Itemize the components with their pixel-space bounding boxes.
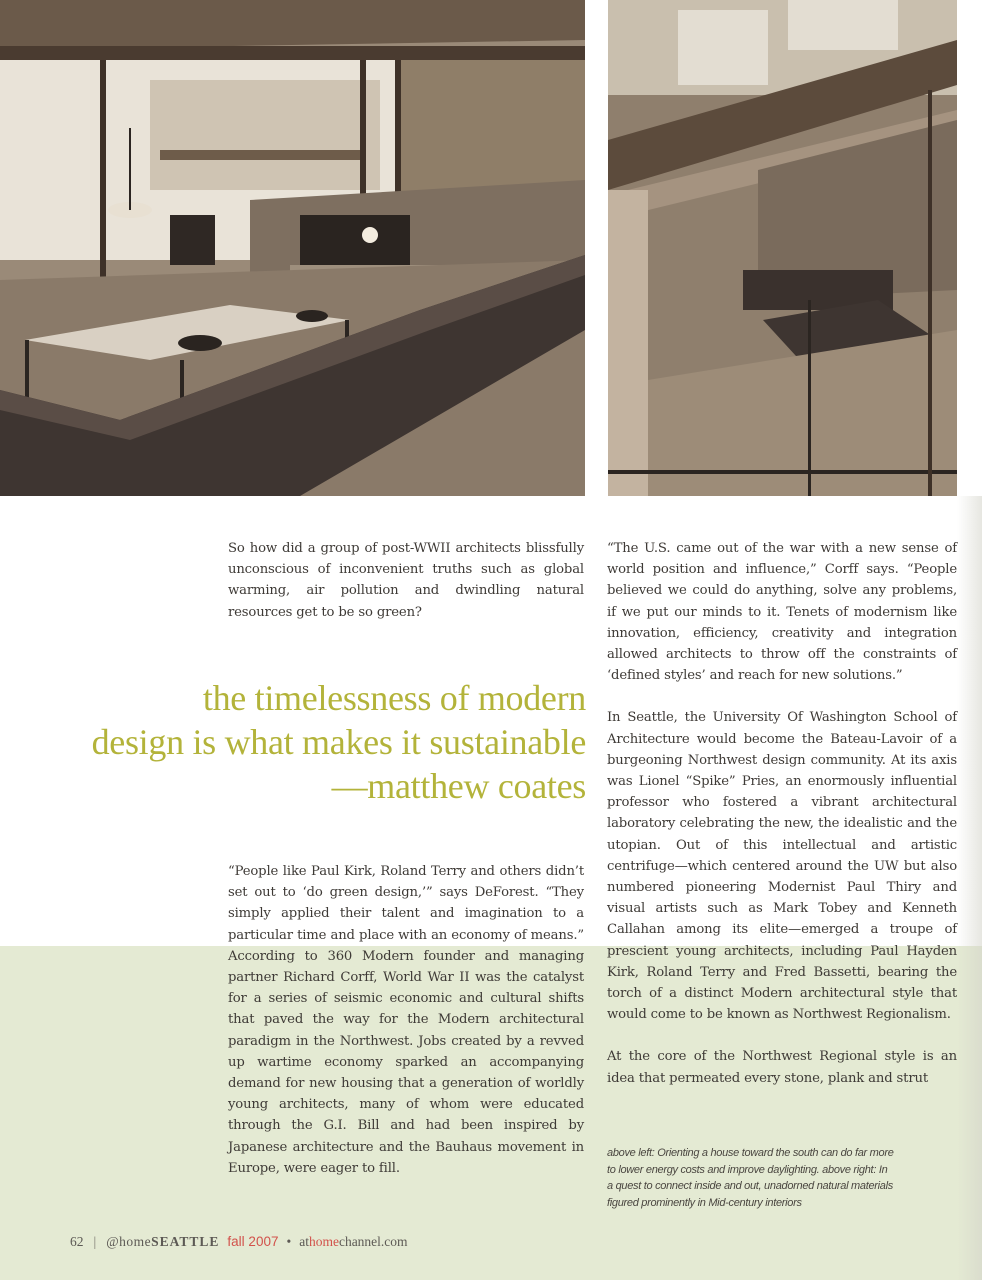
magazine-brand-prefix: @home [106,1234,152,1249]
website-suffix: channel.com [338,1234,408,1249]
pull-quote-attribution: —matthew coates [331,766,586,806]
right-paragraph-3: At the core of the Northwest Regional style is an idea that permeated every stone, plank and strut [607,1049,957,1086]
page-number: 62 [70,1234,84,1249]
photo-caption [607,1145,957,1211]
website-prefix: at [299,1234,309,1249]
right-paragraph-1: “The U.S. came out of the war with a new sense of world position and influence,” Corff says. “People believed we could do anything, solve any problems, if we put our minds to it. Tenets of modernism like innovation, efficiency, creativity and integration allowed architects to throw off the constraints of ‘defined styles’ and reach for new solutions.” [607,541,957,684]
intro-text: So how did a group of post-WWII architects blissfully unconscious of inconvenient truths such as global warming, air pollution and dwindling natural resources get to be so green? [228,541,584,620]
page-edge-shading [957,496,982,1280]
website-highlight: home [308,1234,339,1249]
caption-line-4: figured prominently in Mid-century interiors [607,1196,802,1209]
magazine-brand-name: SEATTLE [151,1234,220,1249]
body-left-paragraph: “People like Paul Kirk, Roland Terry and others didn’t set out to ‘do green design,’” says DeForest. “They simply applied their talent and imagination to a particular time and place with an economy of means.” According to 360 Modern founder and managing partner Richard Corff, World War II was the catalyst for a series of seismic economic and cultural shifts that paved the way for the Modern architectural paradigm in the Northwest. Jobs created by a revved up wartime economy sparked an accompanying demand for new housing that a generation of worldly young architects, many of whom were educated through the G.I. Bill and had been inspired by Japanese architecture and the Bauhaus movement in Europe, were eager to fill. [228,864,584,1176]
body-text-right [607,538,957,1089]
caption-line-2: to lower energy costs and improve daylighting. above right: In [607,1163,888,1176]
right-paragraph-2: In Seattle, the University Of Washington School of Architecture would become the Bateau-Lavoir of a burgeoning Northwest design community. At its axis was Lionel “Spike” Pries, an enormously influential professor who fostered a vibrant architectural laboratory celebrating the new, the idealistic and the utopian. Out of this intellectual and artistic centrifuge—which centered around the UW but also numbered pioneering Modernist Paul Thiry and visual artists such as Mark Tobey and Kenneth Callahan among its elite—emerged a troupe of prescient young architects, including Paul Hayden Kirk, Roland Terry and Fred Bassetti, bearing the torch of a distinct Modern architectural style that would come to be known as Northwest Regionalism. [607,710,957,1023]
page-footer [70,1234,408,1254]
caption-line-1: above left: Orienting a house toward the south can do far more [607,1147,894,1159]
caption-line-3: a quest to connect inside and out, unadorned natural materials [607,1180,893,1192]
pull-quote-line-2: design is what makes it sustainable [91,722,586,762]
body-text-left [228,861,584,1179]
intro-paragraph [228,538,584,623]
footer-bullet: • [286,1234,292,1249]
photo-stone-wall-interior [608,0,957,496]
footer-separator: | [93,1234,97,1249]
issue-label: fall 2007 [227,1234,279,1249]
pull-quote-line-1: the timelessness of modern [202,678,586,718]
pull-quote [60,676,586,808]
photo-living-room-fireplace [0,0,585,496]
